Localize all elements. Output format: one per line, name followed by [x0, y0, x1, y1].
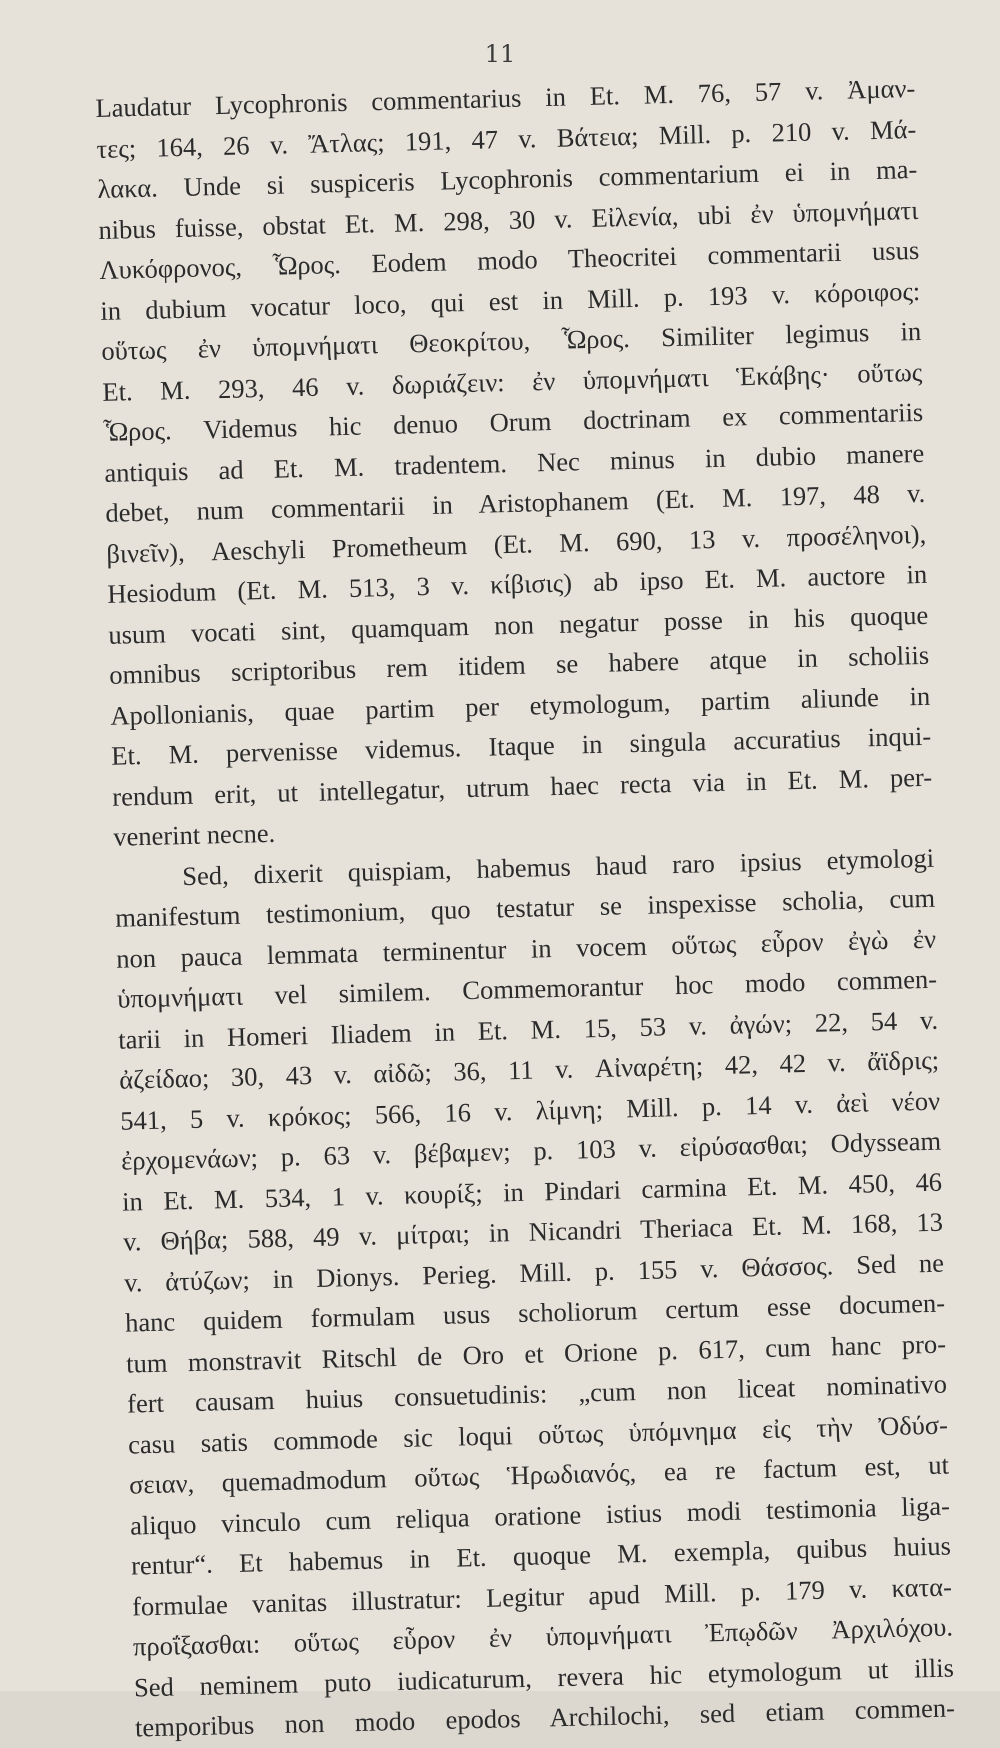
text-line: in Et. M. 534, 1 v. κουρίξ; in Pindari carmina Et. M. 450, 46 — [121, 1166, 943, 1217]
text-line: οὕτως ἐν ὑπομνήματι Θεοκρίτου, Ὧρος. Similiter legimus in — [101, 315, 922, 366]
text-line: τες; 164, 26 v. Ἄτλας; 191, 47 v. Βάτεια; Mill. p. 210 v. Μά- — [96, 113, 917, 164]
text-line: temporibus non modo epodos Archilochi, sed etiam commen- — [134, 1692, 956, 1743]
page-number: 11 — [484, 40, 516, 68]
text-line: in dubium vocatur loco, qui est in Mill. p. 193 v. κόροιφος: — [100, 275, 921, 326]
text-line: Et. M. 293, 46 v. δωριάζειν: ἐν ὑπομνήματι Ἑκάβης· οὕτως — [102, 356, 923, 407]
text-line: rentur“. Et habemus in Et. quoque M. exempla, quibus huius — [130, 1530, 952, 1581]
text-line: casu satis commode sic loqui οὕτως ὑπόμνημα εἰς τὴν Ὀδύσ- — [127, 1409, 949, 1460]
text-line: omnibus scriptoribus rem itidem se habere atque in scholiis — [108, 639, 930, 690]
text-line: formulae vanitas illustratur: Legitur apud Mill. p. 179 v. κατα- — [131, 1571, 953, 1622]
text-line: προΐξασθαι: οὕτως εὗρον ἐν ὑπομνήματι Ἐπῳδῶν Ἀρχιλόχου. — [132, 1611, 954, 1662]
text-line: ἐρχομενάων; p. 63 v. βέβαμεν; p. 103 v. εἰρύσασθαι; Odysseam — [120, 1125, 942, 1176]
text-line: v. ἀτύζων; in Dionys. Perieg. Mill. p. 155 v. Θάσσος. Sed ne — [123, 1247, 945, 1298]
paragraph-2 — [114, 837, 956, 1748]
text-line: Apollonianis, quae partim per etymologum, partim aliunde in — [109, 680, 931, 731]
text-line: venerint necne. — [112, 817, 276, 852]
text-line: Et. M. pervenisse videmus. Itaque in singula accuratius inqui- — [110, 720, 932, 771]
text-line: v. Θήβα; 588, 49 v. μίτραι; in Nicandri Theriaca Et. M. 168, 13 — [122, 1206, 944, 1257]
text-line: tarii in Homeri Iliadem in Et. M. 15, 53 v. ἀγών; 22, 54 v. — [117, 1004, 939, 1055]
text-line: Hesiodum (Et. M. 513, 3 v. κίβισις) ab ipso Et. M. auctore in — [106, 558, 928, 609]
text-line: σειαν, quemadmodum οὕτως Ἡρωδιανός, ea re factum est, ut — [128, 1449, 950, 1500]
text-line: ἀζείδαο; 30, 43 v. αἰδῶ; 36, 11 v. Αἰναρέτη; 42, 42 v. ἄϊδρις; — [118, 1044, 940, 1095]
paragraph-1 — [95, 68, 934, 857]
text-line: debet, num commentarii in Aristophanem (Et. M. 197, 48 v. — [105, 477, 926, 528]
text-line: λακα. Unde si suspiceris Lycophronis commentarium ei in ma- — [97, 153, 918, 204]
text-line: Ὧρος. Videmus hic denuo Orum doctrinam ex commentariis — [103, 396, 924, 447]
text-line: 541, 5 v. κρόκος; 566, 16 v. λίμνη; Mill. p. 14 v. ἀεὶ νέον — [119, 1085, 941, 1136]
text-line: non pauca lemmata terminentur in vocem οὕτως εὗρον ἐγὼ ἐν — [115, 923, 937, 974]
text-line: tum monstravit Ritschl de Oro et Orione p. 617, cum hanc pro- — [125, 1328, 947, 1379]
text-line: βινεῖν), Aeschyli Prometheum (Et. M. 690, 13 v. προσέληνοι), — [106, 518, 927, 569]
text-line: fert causam huius consuetudinis: „cum non liceat nominativo — [126, 1368, 948, 1419]
text-line: usum vocati sint, quamquam non negatur posse in his quoque — [107, 599, 929, 650]
text-line: Λυκόφρονος, Ὧρος. Eodem modo Theocritei commentarii usus — [99, 234, 920, 285]
text-line: Sed, dixerit quispiam, habemus haud raro ipsius etymologi — [181, 842, 935, 891]
text-line: antiquis ad Et. M. tradentem. Nec minus in dubio manere — [104, 437, 925, 488]
text-line: aliquo vinculo cum reliqua oratione istius modi testimonia liga- — [129, 1490, 951, 1541]
text-line: manifestum testimonium, quo testatur se inspexisse scholia, cum — [114, 882, 936, 933]
body-text — [95, 68, 955, 1748]
text-line: rendum erit, ut intellegatur, utrum haec recta via in Et. M. per- — [111, 761, 933, 812]
text-line: hanc quidem formulam usus scholiorum certum esse documen- — [124, 1287, 946, 1338]
text-line: ὑπομνήματι vel similem. Commemorantur hoc modo commen- — [116, 963, 938, 1014]
text-line: Sed neminem puto iudicaturum, revera hic etymologum ut illis — [133, 1651, 955, 1703]
text-line: Laudatur Lycophronis commentarius in Et. M. 76, 57 v. Ἀμαν- — [95, 72, 916, 123]
text-line: nibus fuisse, obstat Et. M. 298, 30 v. Εἰλενία, ubi ἐν ὑπομνήματι — [98, 194, 919, 245]
